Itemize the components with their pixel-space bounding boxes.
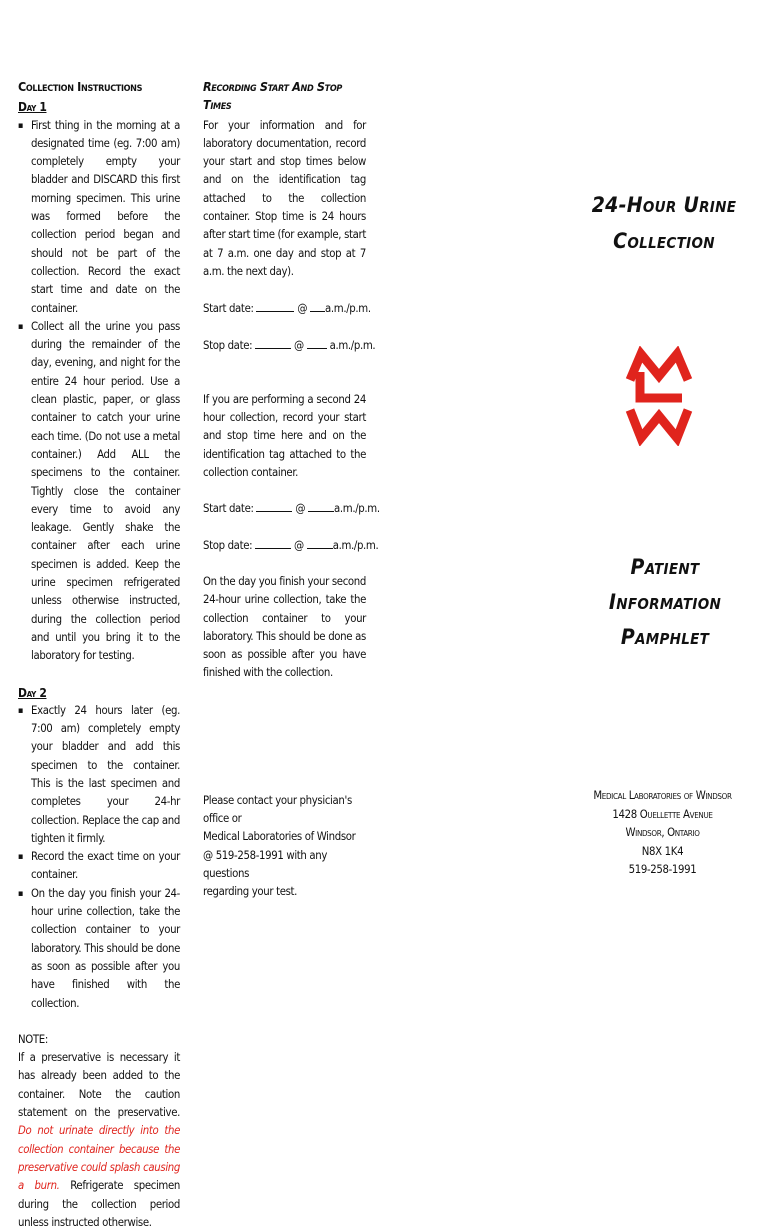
stop-date-blank[interactable] — [255, 337, 291, 349]
collection-instructions-column — [18, 78, 180, 1232]
second-finish-text: On the day you finish your second 24-hour urine collection, take the collection container to your laboratory. This should be done as soon as possible after you have finished with the collection. — [203, 574, 366, 680]
collection-instructions-heading: Collection Instructions — [18, 79, 143, 94]
recording-heading: Recording Start And Stop Times — [203, 79, 342, 113]
at-symbol: @ — [297, 302, 308, 316]
second-collection-intro: If you are performing a second 24 hour collection, record your start and stop time here and on the identification tag attached to the collection container. — [203, 392, 366, 480]
phone-number: 519-258-1991 — [628, 863, 697, 876]
postal-code: N8X 1K4 — [641, 844, 684, 858]
stop-date-line-1 — [203, 337, 376, 355]
start-date-blank[interactable] — [256, 500, 292, 512]
note-text — [18, 1049, 180, 1232]
list-item: ▪ First thing in the morning at a designated time (eg. 7:00 am) completely empty your bladder and DISCARD this first morning specimen. This urine was formed before the collection period began and should not be part of the collection. Record the exact start time and date on the container. — [18, 117, 180, 318]
start-time-blank[interactable] — [308, 500, 334, 512]
list-item: ▪ On the day you finish your 24-hour urine collection, take the collection container to your laboratory. This should be done as soon as possible after you have finished with the collection. — [18, 885, 180, 1013]
title-line: 24-Hour Urine — [591, 193, 737, 217]
ampm-label: a.m./p.m. — [332, 538, 379, 552]
subtitle-line: Pamphlet — [620, 625, 710, 649]
ampm-label: a.m./p.m. — [325, 302, 371, 316]
caution-text: Do not urinate directly into the collection container because the preservative could splash causing a burn. — [18, 1124, 180, 1193]
stop-date-label: Stop date: — [203, 338, 253, 352]
pamphlet-subtitle — [585, 550, 745, 655]
note-text-after: Refrigerate specimen during the collection period unless instructed otherwise. — [18, 1179, 180, 1229]
stop-date-line-2 — [203, 537, 379, 555]
note-label: NOTE: — [18, 1032, 48, 1046]
note-text-before: If a preservative is necessary it has already been added to the container. Note the caution statement on the preservative. — [18, 1051, 180, 1120]
stop-date-blank[interactable] — [255, 537, 291, 549]
at-symbol: @ — [293, 338, 304, 352]
stop-time-blank[interactable] — [307, 537, 333, 549]
start-date-label: Start date: — [203, 502, 254, 516]
contact-line: regarding your test. — [203, 885, 298, 899]
at-symbol: @ — [295, 502, 306, 516]
subtitle-line: Information — [608, 590, 722, 614]
lab-address — [585, 787, 740, 880]
ampm-label: a.m./p.m. — [334, 502, 380, 516]
list-item: ▪ Record the exact time on your container. — [18, 848, 180, 885]
day1-list — [18, 117, 180, 666]
lab-name: Medical Laboratories of Windsor — [593, 789, 732, 802]
start-date-line-1 — [203, 300, 371, 318]
subtitle-line: Patient — [630, 555, 700, 579]
day1-label: Day 1 — [18, 100, 47, 115]
stop-time-blank[interactable] — [307, 337, 327, 349]
stop-date-label: Stop date: — [203, 538, 253, 552]
contact-line: @ 519-258-1991 with any questions — [203, 848, 328, 880]
start-date-blank[interactable] — [256, 300, 294, 312]
recording-times-column — [203, 78, 380, 902]
lab-logo-icon — [624, 346, 694, 446]
day2-label: Day 2 — [18, 685, 47, 700]
contact-block — [203, 792, 366, 902]
contact-line: Please contact your physician's office or — [203, 793, 352, 826]
list-item: ▪ Collect all the urine you pass during the remainder of the day, evening, and night for the entire 24 hour period. Use a clean plastic, paper, or glass container to catch your urine each time. (Do not use a metal container.) Add ALL the specimens to the container. Tightly close the container every time to avoid any leakage. Gently shake the container after each urine specimen is added. Keep the urine specimen refrigerated unless otherwise instructed, during the collection period and until you bring it to the laboratory for testing. — [18, 318, 180, 666]
title-line: Collection — [613, 229, 715, 253]
street-address: 1428 Ouellette Avenue — [612, 807, 713, 821]
list-item: ▪ Exactly 24 hours later (eg. 7:00 am) completely empty your bladder and add this specimen to the container. This is the last specimen and completes your 24-hr collection. Replace the cap and tighten it firmly. — [18, 702, 180, 848]
start-date-line-2 — [203, 500, 380, 518]
start-date-label: Start date: — [203, 302, 254, 316]
contact-line: Medical Laboratories of Windsor — [203, 830, 356, 844]
start-time-blank[interactable] — [310, 300, 325, 312]
city-province: Windsor, Ontario — [625, 826, 700, 839]
recording-intro: For your information and for laboratory documentation, record your start and stop times below and on the identification tag attached to the collection container. Stop time is 24 hours after start time (for example, start at 7 a.m. one day and stop at 7 a.m. the next day). — [203, 118, 366, 278]
ampm-label: a.m./p.m. — [329, 338, 376, 352]
day2-list — [18, 702, 180, 1013]
pamphlet-title — [590, 187, 738, 259]
at-symbol: @ — [293, 538, 304, 552]
